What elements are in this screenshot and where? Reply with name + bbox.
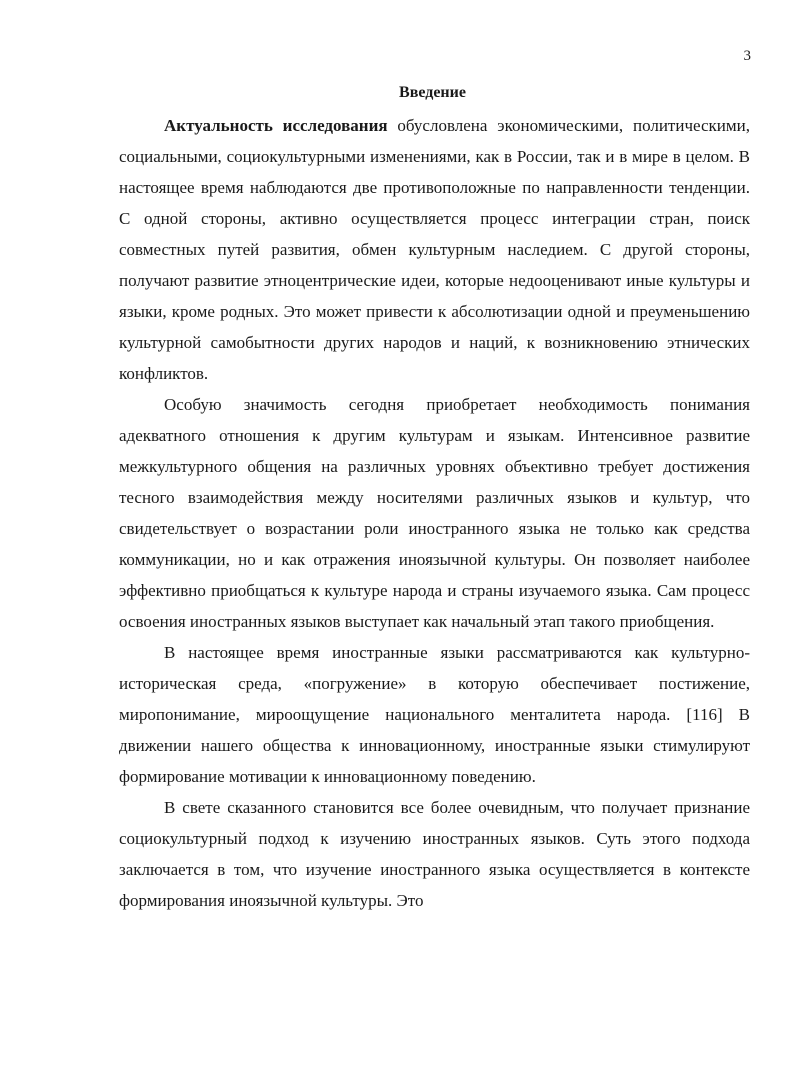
paragraph-text: обусловлена экономическими, политическими, социальными, социокультурными изменениями, как в России, так и в мире в целом. В настоящее время наблюдаются две противоположные по направленности тенденции. С одной стороны, активно осуществляется процесс интеграции стран, поиск совместных путей развития, обмен культурным наследием. С другой стороны, получают развитие этноцентрические идеи, которые недооценивают иные культуры и языки, кроме родных. Это может привести к абсолютизации одной и преуменьшению культурной самобытности других народов и наций, к возникновению этнических конфликтов.	[119, 116, 750, 383]
paragraph-lead: Актуальность исследования	[164, 116, 388, 135]
paragraph-text: В настоящее время иностранные языки рассматриваются как культурно-историческая среда, «погружение» в которую обеспечивает постижение, миропонимание, мироощущение национального менталитета народа. [116] В движении нашего общества к инновационному, иностранные языки стимулируют формирование мотивации к инновационному поведению.	[119, 643, 750, 786]
paragraph-foreign-languages	[119, 637, 750, 792]
page-title: Введение	[399, 84, 466, 101]
document-body	[119, 110, 750, 916]
paragraph-text: В свете сказанного становится все более очевидным, что получает признание социокультурный подход к изучению иностранных языков. Суть этого подхода заключается в том, что изучение иностранного языка осуществляется в контексте формирования иноязычной культуры. Это	[119, 798, 750, 910]
paragraph-sociocultural-approach	[119, 792, 750, 916]
paragraph-text: Особую значимость сегодня приобретает необходимость понимания адекватного отношения к другим культурам и языкам. Интенсивное развитие межкультурного общения на различных уровнях объективно требует достижения тесного взаимодействия между носителями различных языков и культур, что свидетельствует о возрастании роли иностранного языка не только как средства коммуникации, но и как отражения иноязычной культуры. Он позволяет наиболее эффективно приобщаться к культуре народа и страны изучаемого языка. Сам процесс освоения иностранных языков выступает как начальный этап такого приобщения.	[119, 395, 750, 631]
page-number: 3	[743, 48, 751, 64]
paragraph-significance	[119, 389, 750, 637]
paragraph-relevance	[119, 110, 750, 389]
